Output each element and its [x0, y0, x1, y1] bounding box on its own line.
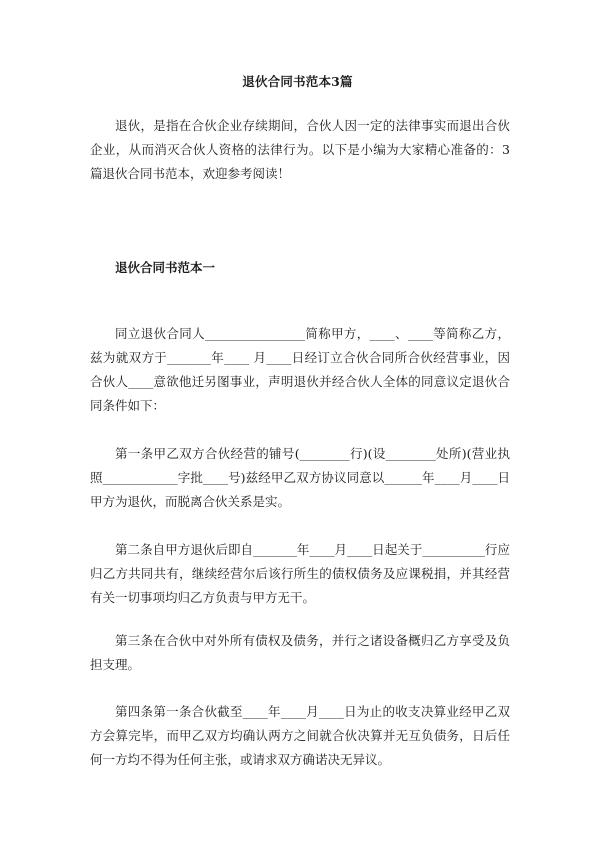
contract-paragraph-preamble: 同立退伙合同人________________简称甲方，____、____等简称乙方，兹为就双方于_______年____ 月____日经订立合伙合同所合伙经营事业，因合伙人____意欲他迁另图事业，声明退伙并经合伙人全体的同意议定退伙合同条件如下： — [90, 326, 510, 413]
contract-article-3: 第三条在合伙中对外所有债权及债务，并行之诸设备概归乙方享受及负担支理。 — [90, 633, 510, 672]
contract-article-2: 第二条自甲方退伙后即自_______年____月____日起关于__________行应归乙方共同共有，继续经营尔后该行所生的债权债务及应课税捐，并其经营有关一切事项均归乙方负责与甲方无干。 — [90, 542, 510, 605]
section-heading: 退伙合同书范本一 — [115, 260, 216, 275]
contract-article-4: 第四条第一条合伙截至____年____月____日为止的收支决算业经甲乙双方会算完毕，而甲乙双方均确认两方之间就合伙决算并无互负债务，日后任何一方均不得为任何主张，或请求双方确诺决无异议。 — [90, 704, 510, 767]
intro-paragraph: 退伙，是指在合伙企业存续期间，合伙人因一定的法律事实而退出合伙企业，从而消灭合伙人资格的法律行为。以下是小编为大家精心准备的：3篇退伙合同书范本，欢迎参考阅读！ — [90, 118, 510, 181]
document-title: 退伙合同书范本3篇 — [242, 74, 353, 89]
contract-article-1: 第一条甲乙双方合伙经营的铺号(________行)(设________处所)(营业执照____________字批____号)兹经甲乙双方协议同意以______年____月____日甲方为退伙，而脱离合伙关系是实。 — [90, 446, 510, 509]
